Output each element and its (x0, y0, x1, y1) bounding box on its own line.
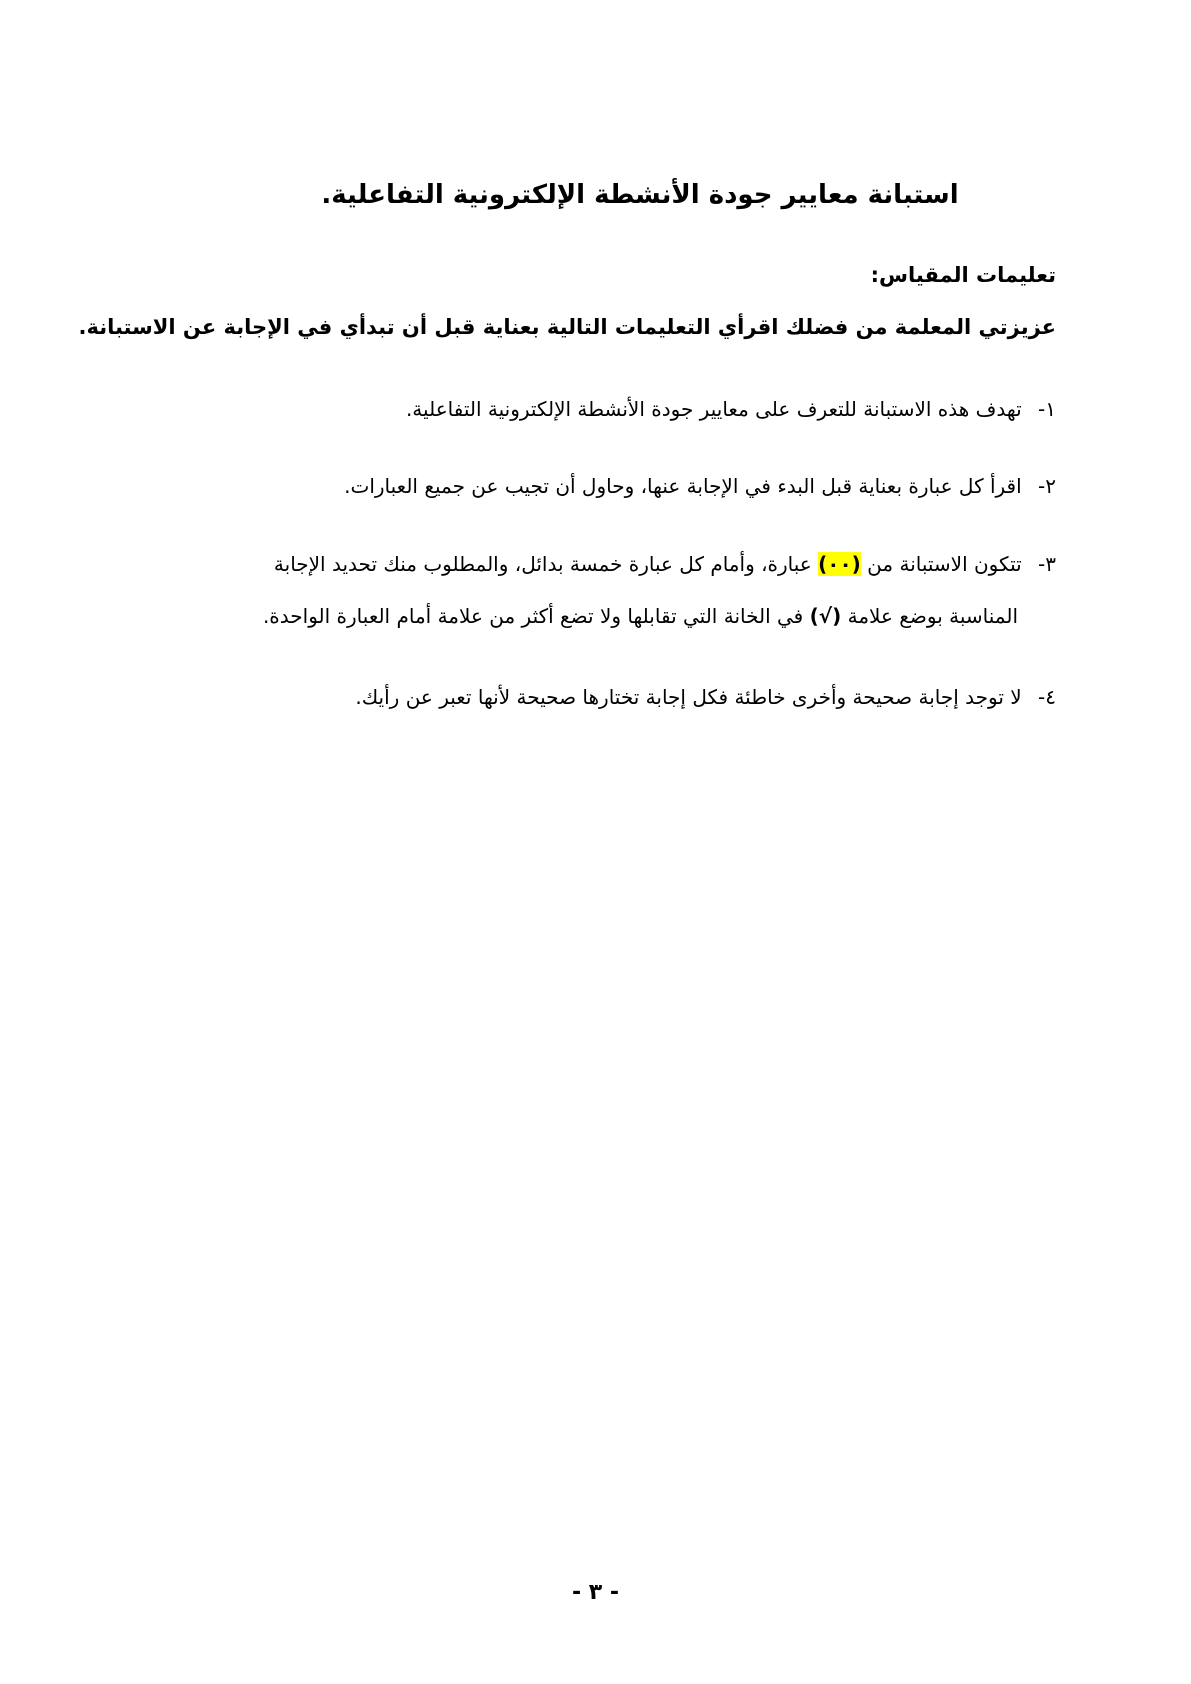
list-item (136, 392, 1056, 426)
item-number: ٢- (1038, 474, 1056, 498)
page-number: - ٣ - (571, 1580, 620, 1605)
item-text-part2: عبارة، وأمام كل عبارة خمسة بدائل، والمطلوب منك تحديد الإجابة (273, 552, 812, 576)
item-number: ٤- (1038, 685, 1056, 709)
list-item (131, 547, 1056, 633)
check-mark-symbol: (√) (809, 604, 842, 628)
item-continuation-line (131, 599, 1018, 633)
item-text-part1: تتكون الاستبانة من (867, 552, 1022, 576)
document-title: استبانة معايير جودة الأنشطة الإلكترونية التفاعلية. (321, 180, 959, 210)
item-text: تهدف هذه الاستبانة للتعرف على معايير جودة الأنشطة الإلكترونية التفاعلية. (405, 397, 1022, 421)
list-item (136, 469, 1056, 503)
item-text-part4: في الخانة التي تقابلها ولا تضع أكثر من علامة أمام العبارة الواحدة. (262, 604, 804, 628)
item-text-part3: المناسبة بوضع علامة (847, 604, 1018, 628)
item-number: ١- (1038, 397, 1056, 421)
highlighted-count: (٠٠) (818, 552, 861, 576)
item-number: ٣- (1038, 552, 1056, 576)
instructions-heading: تعليمات المقياس: (870, 263, 1056, 287)
list-item (136, 680, 1056, 714)
item-text: اقرأ كل عبارة بعناية قبل البدء في الإجابة عنها، وحاول أن تجيب عن جميع العبارات. (344, 474, 1022, 498)
intro-paragraph: عزيزتي المعلمة من فضلك اقرأي التعليمات التالية بعناية قبل أن تبدأي في الإجابة عن الاستبانة. (78, 315, 1056, 339)
item-text: لا توجد إجابة صحيحة وأخرى خاطئة فكل إجابة تختارها صحيحة لأنها تعبر عن رأيك. (355, 685, 1022, 709)
